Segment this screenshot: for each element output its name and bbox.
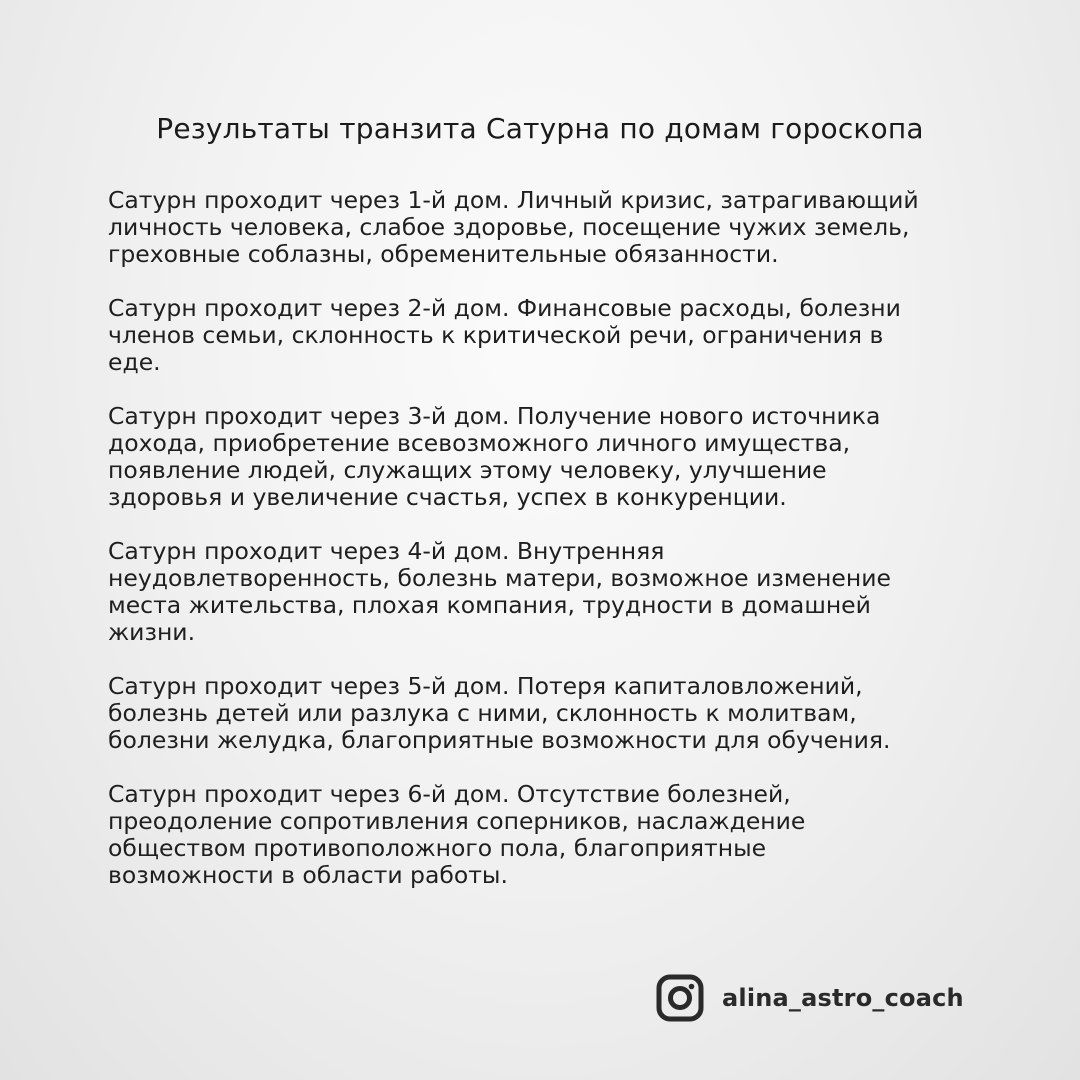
paragraph-house-6: Сатурн проходит через 6-й дом. Отсутствие болезней, преодоление сопротивления соперников, наслаждение обществом противоположного пола, благоприятные возможности в области работы.: [108, 780, 806, 889]
instagram-handle[interactable]: alina_astro_coach: [722, 984, 964, 1012]
paragraph-house-2: Сатурн проходит через 2-й дом. Финансовые расходы, болезни членов семьи, склонность к критической речи, ограничения в еде.: [108, 294, 901, 376]
paragraph-house-1: Сатурн проходит через 1-й дом. Личный кризис, затрагивающий личность человека, слабое здоровье, посещение чужих земель, греховные соблазны, обременительные обязанности.: [108, 186, 919, 268]
instagram-icon: [656, 974, 704, 1022]
paragraph-house-3: Сатурн проходит через 3-й дом. Получение нового источника дохода, приобретение всевозможного личного имущества, появление людей, служащих этому человеку, улучшение здоровья и увеличение счастья, успех в конкуренции.: [108, 402, 881, 511]
paragraph-house-4: Сатурн проходит через 4-й дом. Внутренняя неудовлетворенность, болезнь матери, возможное изменение места жительства, плохая компания, трудности в домашней жизни.: [108, 537, 891, 646]
instagram-handle-footer[interactable]: [656, 974, 964, 1022]
post-title: Результаты транзита Сатурна по домам гороскопа: [156, 112, 924, 145]
post-body: [108, 187, 988, 916]
paragraph-house-5: Сатурн проходит через 5-й дом. Потеря капиталовложений, болезнь детей или разлука с ними, склонность к молитвам, болезни желудка, благоприятные возможности для обучения.: [108, 672, 891, 754]
